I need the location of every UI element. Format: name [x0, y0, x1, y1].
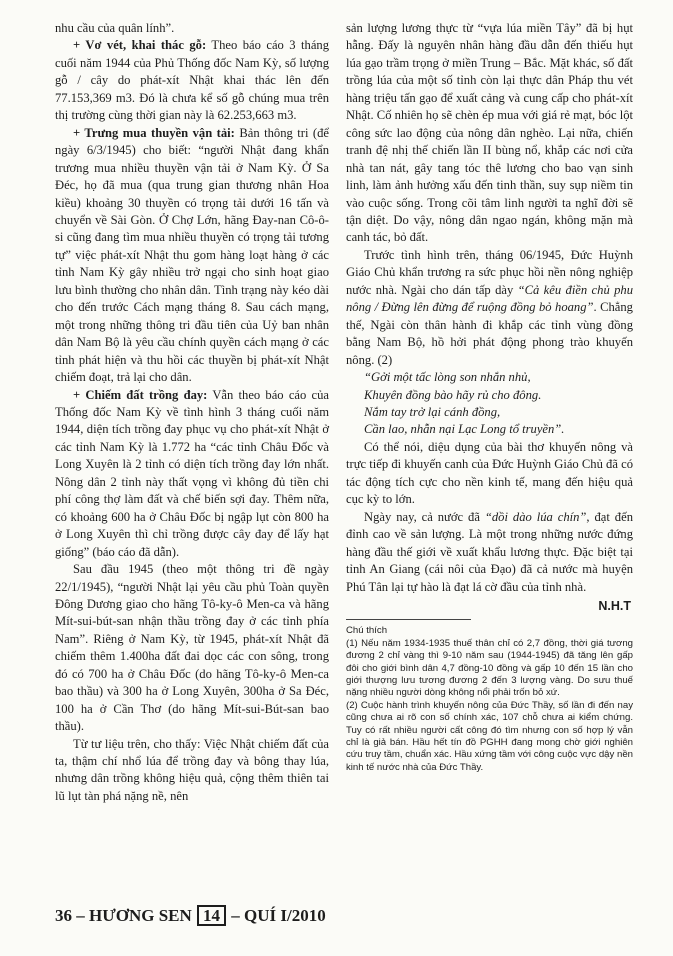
poem-line: Khuyên đồng bào hãy rủ cho đông.: [364, 387, 542, 402]
poem-line: “Gởi một tấc lòng son nhắn nhủ,: [364, 370, 531, 385]
issue-number-box: 14: [197, 905, 226, 926]
section-heading: + Trưng mua thuyền vận tải:: [73, 125, 235, 140]
paragraph: [346, 247, 633, 369]
quoted-verse: “Cả kêu điền chủ phu nông / Đừng lên đừng để ruộng đồng bỏ hoang”: [346, 282, 633, 315]
paragraph: Có thể nói, diệu dụng của bài thơ khuyến nông và trực tiếp đi khuyến canh của Đức Huỳnh Giáo Chủ đã có tác động tích cực cho nền kinh tế, mang đến hiệu quả cục kỳ to lớn.: [346, 439, 633, 507]
paragraph: [346, 509, 633, 596]
paragraph-text: Vẫn theo báo cáo của Thống đốc Nam Kỳ về tình hình 3 tháng cuối năm 1944, diện tích trồng đay phục vụ cho phát-xít Nhật ở các tỉnh Nam Kỳ là 1.772 ha “các tỉnh Châu Đốc và Long Xuyên là 2 tỉnh có diện tích trồng đay lớn nhất. Nông dân 2 tỉnh này thất vọng vì không đủ tiền chi phí công thợ làm đất và chế biến sợi đay. Thêm nữa, có khoảng 600 ha ở Châu Đốc bị ngập lụt còn 800 ha ở Long Xuyên thì chỉ trồng được cây đay để lấy hạt giống” (báo cáo đã dẫn).: [55, 387, 329, 559]
paragraph: [55, 387, 329, 562]
section-heading: + Vơ vét, khai thác gỗ:: [73, 38, 207, 53]
poem: [346, 369, 633, 439]
poem-line: Nắm tay trở lại cánh đồng,: [364, 404, 501, 419]
footnote: (2) Cuộc hành trình khuyến nông của Đức Thầy, số lần đi đến nay cũng chưa ai rõ con số chính xác, 107 chỗ chưa ai kiểm chứng. Tuy có rất nhiều người cất công đó tìm nhưng con số hợp lý vẫn chỉ là giả bán. Hầu hết tín đồ PGHH đang mong chờ giới nghiên cứu truy tầm, chuẩn xác. Hầu xứng tầm với công cuộc vực dậy nền kinh tế nước nhà của Đức Thầy.: [346, 699, 633, 773]
page-footer: [55, 905, 326, 926]
paragraph-text: , đạt đến đỉnh cao về sản lượng. Là một trong những nước đứng hàng đầu thế giới về xuất khẩu lương thực. Đặc biệt tại tỉnh An Giang (cái nôi của Đạo) đã cả nước mà huyện Phú Tân lại tự hào là đạt lá cờ đầu của tỉnh nhà.: [346, 509, 633, 594]
paragraph: nhu cầu của quân lính”.: [55, 21, 175, 35]
left-column: [55, 20, 329, 805]
footnotes-heading: Chú thích: [346, 625, 388, 637]
poem-line: Cần lao, nhẫn nại Lạc Long tổ truyền”.: [364, 422, 565, 437]
issue-period: – QUÍ I/2010: [231, 906, 326, 925]
footnotes: [346, 625, 633, 774]
author-signature: N.H.T: [598, 598, 631, 613]
right-column: [346, 20, 633, 774]
paragraph: sản lượng lương thực từ “vựa lúa miền Tây” đã bị hụt hẫng. Đấy là nguyên nhân hàng đầu dẫn đến thiếu hụt lúa gạo trầm trọng ở miền Trung – Bắc. Mặt khác, số đất trồng lúa của một số tỉnh còn lại thực dân Pháp thu vét hàng triệu tấn gạo để xuất cảng và cung cấp cho phát-xít Nhật. Cố nhiên họ sẽ chèn ép mua với giá rẻ mạt, bóc lột công sức lao động của nông dân nghèo. Lại nữa, chiến tranh đệ nhị thế chiến lần II bùng nổ, khắp các nơi cửa nhà tan nát, gây tang tóc thê lương cho bao vạn sinh linh, làm ảnh hưởng xấu đến tinh thần, suy sụp niềm tin vào cuộc sống. Trong cõi tâm linh người ta nghĩ đời sẽ tận diệt. Do vậy, nông dân ngao ngán, không mặn mà canh tác, bỏ đất.: [346, 21, 633, 245]
paragraph-text: . Chẳng thế, Ngài còn thân hành đi khắp các tỉnh vùng đồng bằng Nam Bộ, hồ hởi phát động phong trào khuyến nông. (2): [346, 300, 633, 367]
paragraph-text: Ngày nay, cả nước đã: [364, 509, 485, 524]
paragraph: [55, 125, 329, 387]
page-number-and-magazine: 36 – HƯƠNG SEN: [55, 906, 192, 925]
quoted-phrase: “dồi dào lúa chín”: [484, 509, 587, 524]
paragraph: [55, 37, 329, 124]
paragraph: Sau đầu 1945 (theo một thông tri đề ngày 22/1/1945), “người Nhật lại yêu cầu phủ Toàn quyền Đông Dương giao cho hãng Tô-ky-ô Men-ca và hãng Mít-sui-bút-san nhận thầu trồng đay ở các tỉnh phía Nam”. Riêng ở Nam Kỳ, từ 1945, phát-xít Nhật đã chiếm thêm 1.400ha đất đai dọc các con sông, trong đó có 700 ha ở Châu Đốc (do hãng Tô-ky-ô Men-ca bao thầu) và 300 ha ở Long Xuyên, 300ha ở Sa Đéc, 100 ha ở Cần Thơ (do hãng Mít-sui-Bút-san bao thầu).: [55, 562, 329, 734]
paragraph-text: Bản thông tri (để ngày 6/3/1945) cho biết: “người Nhật đang khẩn trương mua nhiều thuyền vận tải ở Nam Kỳ. Ở Sa Đéc, họ đã mua (qua trung gian thương nhân Hoa kiều) khoảng 30 thuyền có trọng tải dưới 16 tấn và chuyển về Sài Gòn. Ở Chợ Lớn, hãng Đay-nan Cô-ô-si cũng đang tìm mua nhiều thuyền có trọng tải tương tự” việc phát-xít Nhật thu gom hàng loạt hàng ở các tỉnh Nam Kỳ gây nhiều trở ngại cho sinh hoạt giao lưu bình thường cho nhân dân. Tình trạng này kéo dài cho đến trước Cách mạng tháng 8. Sau cách mạng, một trong những thông tri đầu tiên của Uỷ ban nhân dân Nam Bộ là yêu cầu chính quyền cách mạng ở các tỉnh phát hiện và thu hồi các thuyền bị phát-xít Nhật chiếm đoạt, trả lại cho dân.: [55, 125, 329, 385]
footnote: (1) Nếu năm 1934-1935 thuế thân chỉ có 2,7 đồng, thời giá tương đương 2 chỉ vàng thì 9-10 năm sau (1944-1945) đã tăng lên gấp đôi cho giới bình dân 4,7 đồng-10 đồng và gấp 10 đến 15 lần cho giới thượng lưu tương đương 2 đến 3 lượng vàng. Do sưu thuế nặng nhiều người dòng không nổi phải trốn bỏ xứ.: [346, 637, 633, 699]
paragraph-text: Trước tình hình trên, tháng 06/1945, Đức Huỳnh Giáo Chủ khẩn trương ra sức phục hồi nền nông nghiệp nước nhà. Ngài cho dán tấp dày: [346, 247, 633, 297]
footnote-divider: [346, 619, 471, 620]
paragraph-text: Theo báo cáo 3 tháng cuối năm 1944 của Phủ Thống đốc Nam Kỳ, số lượng gỗ / cây do phát-xít Nhật khai thác lên đến 77.153,369 m3. Đó là chưa kể số gỗ chúng mua trên thị trường cùng thời gian này là 62.253,663 m3.: [55, 38, 329, 123]
paragraph: Từ tư liệu trên, cho thấy: Việc Nhật chiếm đất của ta, thậm chí nhổ lúa để trồng đay và bông thay lúa, nhưng dân trồng không hiệu quả, cộng thêm thiên tai lũ lụt tàn phá nặng nề, nên: [55, 736, 329, 803]
section-heading: + Chiếm đất trồng đay:: [73, 387, 208, 402]
